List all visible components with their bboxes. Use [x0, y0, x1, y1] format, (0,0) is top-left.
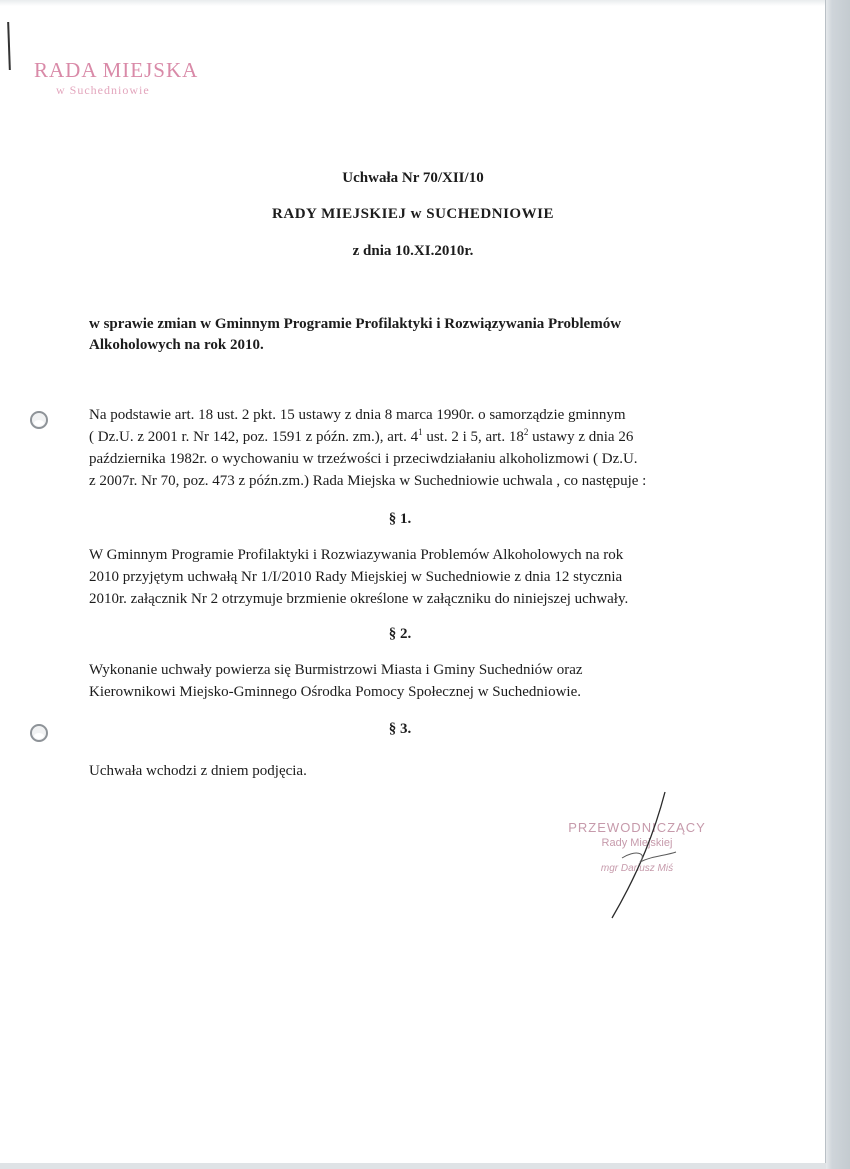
legal-basis-line: października 1982r. o wychowaniu w trzeźwości i przeciwdziałaniu alkoholizmowi ( Dz.U.: [89, 451, 638, 467]
signature-stroke: [622, 852, 676, 862]
legal-basis-line: z 2007r. Nr 70, poz. 473 z późn.zm.) Rada Miejska w Suchedniowie uchwala , co następuje :: [89, 473, 647, 489]
legal-basis-text: ( Dz.U. z 2001 r. Nr 142, poz. 1591 z późn. zm.), art. 4: [89, 429, 419, 445]
resolution-title: Uchwała Nr 70/XII/10: [342, 170, 484, 186]
superscript: 2: [523, 427, 529, 437]
subject-line: w sprawie zmian w Gminnym Programie Profilaktyki i Rozwiązywania Problemów: [89, 316, 622, 332]
resolution-issuer: RADY MIEJSKIEJ w SUCHEDNIOWIE: [272, 206, 554, 222]
section-heading-1: § 1.: [388, 511, 412, 527]
chairman-stamp-title: PRZEWODNICZĄCY: [568, 820, 706, 835]
resolution-date: z dnia 10.XI.2010r.: [352, 243, 474, 259]
paragraph-line: 2010r. załącznik Nr 2 otrzymuje brzmienie określone w załączniku do niniejszej uchwały.: [89, 591, 629, 607]
superscript: 1: [418, 427, 423, 437]
legal-basis-text: ust. 2 i 5, art. 18: [422, 429, 524, 445]
paragraph-line: Kierownikowi Miejsko-Gminnego Ośrodka Pomocy Społecznej w Suchedniowie.: [89, 684, 582, 700]
subject-line: Alkoholowych na rok 2010.: [89, 337, 264, 353]
chairman-stamp-body: Rady Miejskiej: [601, 837, 673, 849]
chairman-stamp-name: mgr Dariusz Miś: [600, 863, 674, 874]
section-heading-3: § 3.: [388, 721, 412, 737]
section-heading-2: § 2.: [388, 626, 412, 642]
paragraph-line: W Gminnym Programie Profilaktyki i Rozwiazywania Problemów Alkoholowych na rok: [89, 547, 624, 563]
paragraph-line: 2010 przyjętym uchwałą Nr 1/I/2010 Rady Miejskiej w Suchedniowie z dnia 12 stycznia: [89, 569, 623, 585]
council-stamp-line1: RADA MIEJSKA: [34, 58, 199, 82]
paragraph-line: Uchwała wchodzi z dniem podjęcia.: [89, 763, 307, 779]
paragraph-line: Wykonanie uchwały powierza się Burmistrzowi Miasta i Gminy Suchedniów oraz: [89, 662, 583, 678]
council-stamp-line2: w Suchedniowie: [56, 83, 150, 97]
legal-basis-line: Na podstawie art. 18 ust. 2 pkt. 15 ustawy z dnia 8 marca 1990r. o samorządzie gminnym: [89, 407, 626, 423]
legal-basis-text: ustawy z dnia 26: [528, 429, 634, 445]
signature-stroke: [612, 792, 665, 918]
